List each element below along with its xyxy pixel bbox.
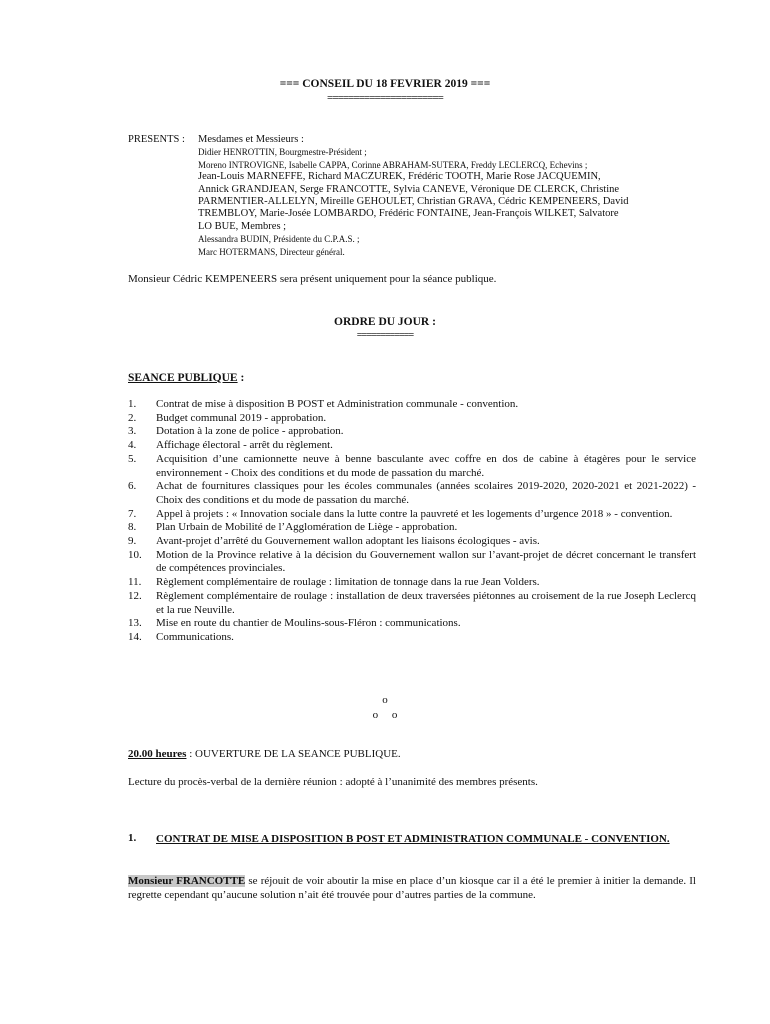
presents-line: PARMENTIER-ALLELYN, Mireille GEHOULET, Christian GRAVA, Cédric KEMPENEERS, David [198, 196, 629, 208]
seance-publique-colon: : [237, 372, 245, 384]
agenda-item [128, 631, 696, 645]
agenda-item-text: Règlement complémentaire de roulage : installation de deux traversées piétonnes au croisement de la rue Joseph Leclercq et la rue Neuville. [156, 589, 696, 616]
opening-line [128, 748, 401, 760]
document-title: === CONSEIL DU 18 FEVRIER 2019 === [279, 78, 491, 90]
presents-list [198, 134, 698, 258]
ordre-underline-rule: ============ [356, 330, 414, 341]
agenda-item-text: Avant-projet d’arrêté du Gouvernement wallon adoptant les liaisons écologiques - avis. [156, 535, 540, 548]
opening-time: 20.00 heures [128, 748, 187, 760]
agenda-item-number: 14. [128, 630, 142, 643]
presents-line: Didier HENROTTIN, Bourgmestre-Président ; [198, 147, 367, 158]
agenda-item-number: 2. [128, 411, 137, 424]
agenda-item-text: Appel à projets : « Innovation sociale dans la lutte contre la pauvreté et les logements d’urgence 2018 » - convention. [156, 507, 673, 520]
agenda-item-text: Plan Urbain de Mobilité de l’Agglomération de Liège - approbation. [156, 521, 458, 534]
agenda-item-number: 9. [128, 535, 137, 548]
paragraph-text: se réjouit de voir aboutir la mise en place d’un kiosque car il a été le premier à initier la demande. Il regrette cependant qu’aucune solution n’ait été trouvée pour d’autres parties de la commune. [128, 875, 696, 901]
separator-top-mark: o [382, 694, 388, 706]
agenda-item-text: Communications. [156, 630, 234, 643]
agenda-item [128, 412, 696, 426]
agenda-item-number: 3. [128, 425, 137, 438]
opening-text: : OUVERTURE DE LA SEANCE PUBLIQUE. [186, 748, 401, 760]
agenda-item [128, 453, 696, 480]
agenda-item-number: 10. [128, 548, 142, 561]
agenda-item-text: Budget communal 2019 - approbation. [156, 411, 327, 424]
agenda-item-text: Affichage électoral - arrêt du règlement. [156, 439, 333, 452]
agenda-item-number: 11. [128, 576, 142, 589]
kempeneers-note: Monsieur Cédric KEMPENEERS sera présent uniquement pour la séance publique. [128, 273, 497, 285]
agenda-item-number: 13. [128, 617, 142, 630]
section-1-heading [128, 832, 696, 846]
presents-line: Marc HOTERMANS, Directeur général. [198, 246, 345, 257]
agenda-item-text: Achat de fournitures classiques pour les écoles communales (années scolaires 2019-2020, 2020-2021 et 2021-2022) - Choix des conditions et du mode de passation du marché. [156, 480, 696, 506]
agenda-item-text: Mise en route du chantier de Moulins-sous-Fléron : communications. [156, 617, 461, 630]
agenda-item-number: 4. [128, 439, 137, 452]
francotte-paragraph [128, 874, 696, 902]
presents-label: PRESENTS : [128, 134, 185, 145]
agenda-item-text: Règlement complémentaire de roulage : limitation de tonnage dans la rue Jean Volders. [156, 576, 540, 589]
presents-line: TREMBLOY, Marie-Josée LOMBARDO, Frédéric FONTAINE, Jean-François WILKET, Salvatore [198, 208, 619, 220]
agenda-item [128, 617, 696, 631]
presents-line: Jean-Louis MARNEFFE, Richard MACZUREK, Frédéric TOOTH, Marie Rose JACQUEMIN, [198, 171, 601, 183]
section-1-number: 1. [128, 832, 137, 844]
agenda-item [128, 535, 696, 549]
seance-publique-heading [128, 372, 244, 384]
agenda-item [128, 425, 696, 439]
presents-line: Mesdames et Messieurs : [198, 134, 304, 145]
separator-bottom-marks: o o [372, 709, 398, 721]
speaker-highlight: Monsieur FRANCOTTE [128, 875, 246, 887]
presents-line: Annick GRANDJEAN, Serge FRANCOTTE, Sylvia CANEVE, Véronique DE CLERCK, Christine [198, 183, 620, 195]
ordre-du-jour-heading: ORDRE DU JOUR : [334, 316, 436, 328]
agenda-item-text: Acquisition d’une camionnette neuve à benne basculante avec coffre en dos de cabine à étagères pour le service environnement - Choix des conditions et du mode de passation du marché. [156, 452, 696, 479]
presents-line: Moreno INTROVIGNE, Isabelle CAPPA, Corinne ABRAHAM-SUTERA, Freddy LECLERCQ, Echevins ; [198, 159, 588, 170]
agenda-item-number: 7. [128, 507, 137, 520]
agenda-item-text: Motion de la Province relative à la décision du Gouvernement wallon sur l’avant-projet de décret concernant le transfert de compétences provinciales. [156, 548, 696, 575]
agenda-item [128, 398, 696, 412]
agenda-item [128, 508, 696, 522]
agenda-item [128, 480, 696, 507]
agenda-item-number: 12. [128, 589, 142, 602]
agenda-item [128, 549, 696, 576]
presents-line: Alessandra BUDIN, Présidente du C.P.A.S. ; [198, 234, 360, 245]
agenda-item-number: 1. [128, 398, 137, 410]
agenda-item-number: 8. [128, 521, 137, 534]
title-underline-rule: ====================== [327, 92, 443, 104]
agenda-item [128, 439, 696, 453]
section-1-title: CONTRAT DE MISE A DISPOSITION B POST ET ADMINISTRATION COMMUNALE - CONVENTION. [156, 833, 670, 845]
lecture-line: Lecture du procès-verbal de la dernière réunion : adopté à l’unanimité des membres présents. [128, 776, 538, 788]
presents-line: LO BUE, Membres ; [198, 220, 287, 232]
agenda-list [128, 398, 696, 645]
agenda-item-number: 6. [128, 480, 137, 493]
agenda-item [128, 521, 696, 535]
agenda-item-text: Contrat de mise à disposition B POST et Administration communale - convention. [156, 398, 519, 410]
agenda-item [128, 590, 696, 617]
agenda-item-text: Dotation à la zone de police - approbation. [156, 425, 344, 438]
seance-publique-title: SEANCE PUBLIQUE [128, 372, 238, 384]
agenda-item [128, 576, 696, 590]
agenda-item-number: 5. [128, 452, 137, 465]
